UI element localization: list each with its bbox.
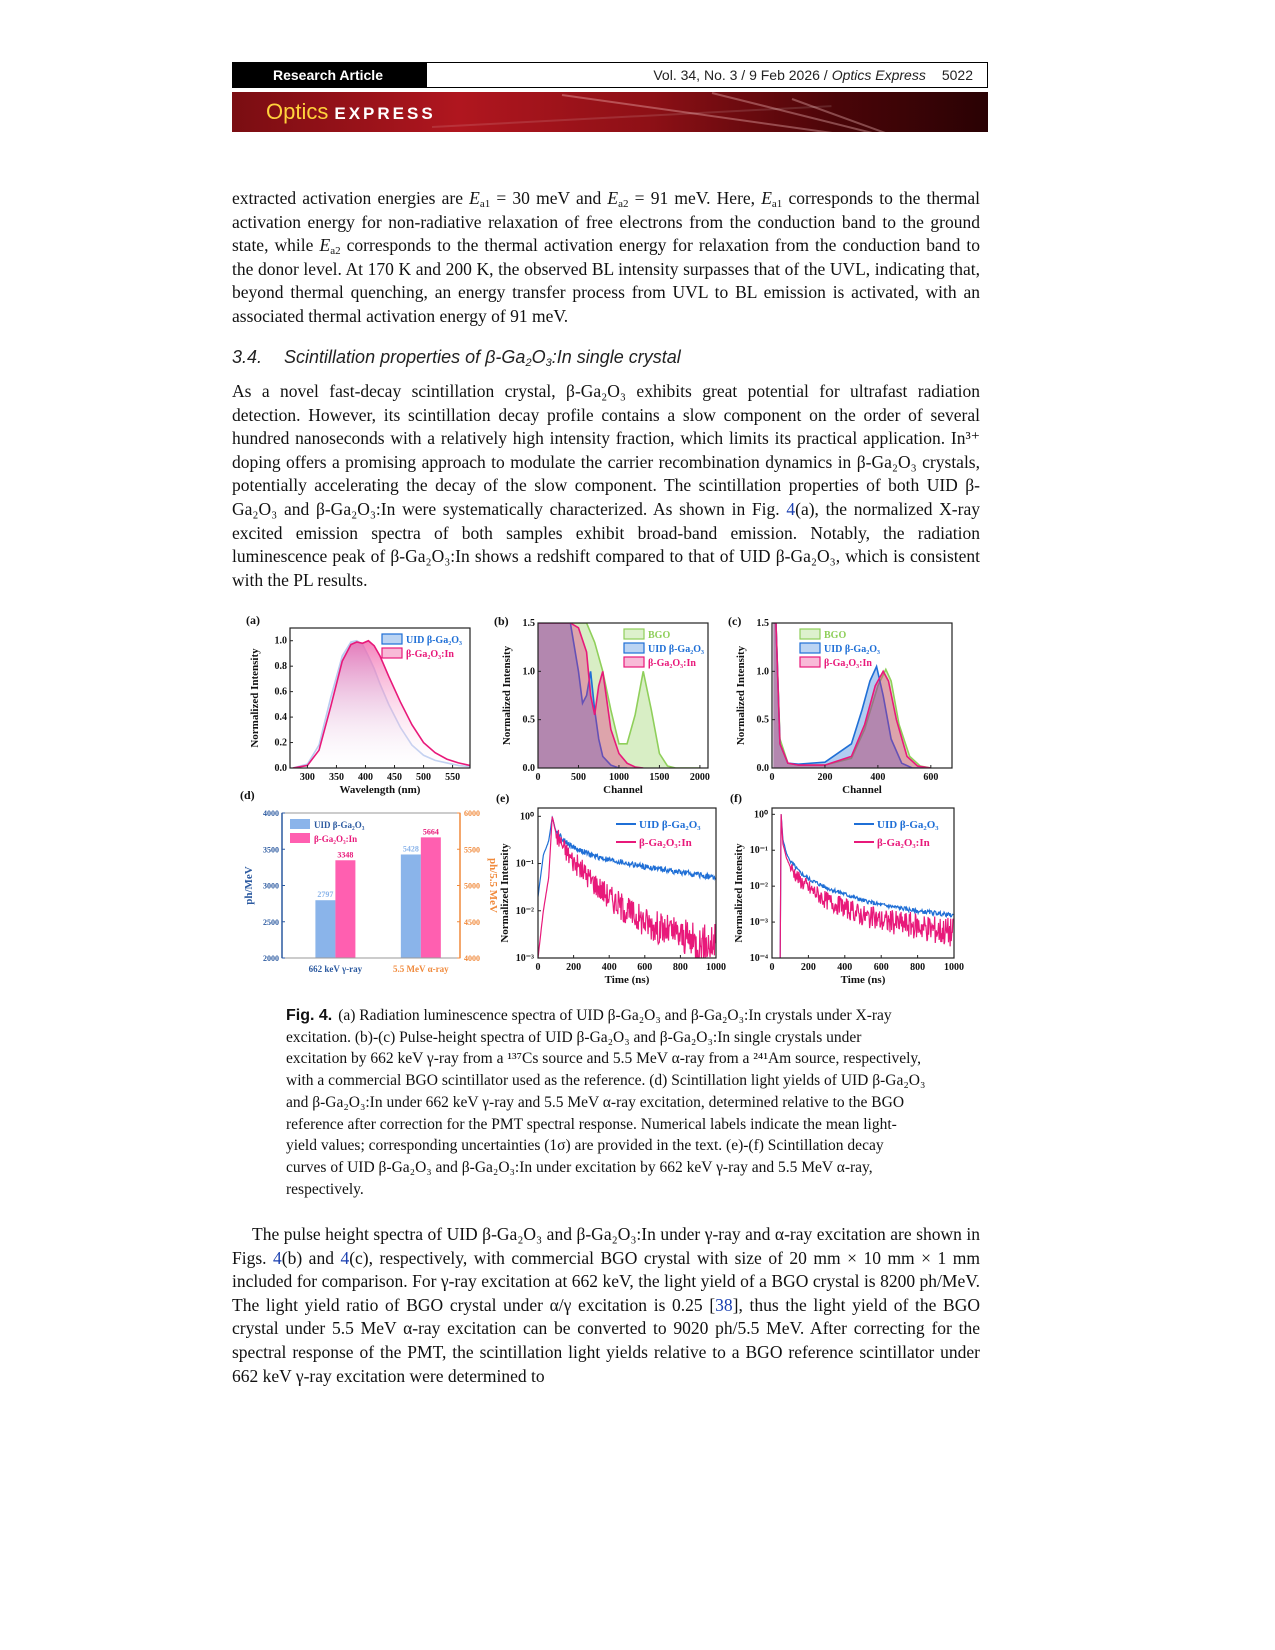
panel-b — [494, 614, 710, 796]
legend-entry: BGO — [824, 630, 847, 641]
y-tick-label: 0.2 — [274, 737, 287, 749]
panel-label: (e) — [496, 791, 510, 805]
citation: Vol. 34, No. 3 / 9 Feb 2026 / — [653, 67, 828, 83]
x-axis-label: Channel — [603, 784, 643, 796]
legend-swatch — [624, 657, 644, 667]
bar — [315, 900, 335, 958]
x-axis-label: Time (ns) — [604, 974, 650, 986]
y-axis-label: Normalized Intensity — [733, 843, 745, 943]
panel-label: (d) — [240, 788, 255, 802]
journal-banner — [232, 92, 988, 132]
y-tick-label: 10⁻¹ — [515, 858, 534, 870]
x-tick-label: 200 — [817, 772, 833, 783]
x-tick-label: 1000 — [608, 772, 629, 783]
article-type: Research Article — [233, 63, 427, 87]
panel-label: (a) — [246, 613, 260, 627]
legend-swatch — [382, 648, 402, 658]
panel-f — [730, 791, 964, 986]
journal-logo: Optics EXPRESS — [266, 99, 436, 124]
legend-swatch — [624, 629, 644, 639]
y-tick-label: 0.0 — [274, 763, 287, 774]
panel-label: (c) — [728, 614, 742, 628]
y-tick-label: 1.0 — [274, 635, 287, 647]
panel-d — [240, 788, 499, 974]
journal-name: Optics Express — [831, 67, 926, 83]
category-label: 662 keV γ-ray — [308, 964, 363, 974]
plot-area — [780, 814, 953, 958]
x-axis-label: Wavelength (nm) — [339, 784, 421, 796]
y-right-tick-label: 6000 — [464, 809, 480, 818]
y-tick-label: 1.0 — [522, 666, 535, 678]
y-tick-label: 0.5 — [522, 714, 535, 726]
y-axis-label: Normalized Intensity — [249, 648, 261, 748]
legend-entry: β-Ga₂O₃:In — [824, 658, 872, 669]
y-tick-label: 10⁻³ — [515, 953, 534, 964]
paragraph-activation-energy: extracted activation energies are $E_{a1} = 30$ meV and $E_{a2} = 91$ meV. Here, $E_{a1}$ corresponds to the thermal activation energy for non-radiative relaxation of free electrons from the conduction band to the ground state, while $E_{a2}$ corresponds to the thermal activation energy for relaxation from the conduction band to the donor level. At 170 K and 200 K, the observed BL intensity surpasses that of the UVL, indicating that, beyond thermal quenching, an energy transfer process from UVL to BL emission is activated, with an associated thermal activation energy of 91 meV. — [232, 188, 981, 326]
legend-swatch — [800, 657, 820, 667]
page-number: 5022 — [941, 67, 973, 83]
bar-value-label: 2797 — [317, 890, 334, 900]
y-tick-label: 10⁻² — [749, 881, 768, 893]
bar-value-label: 3348 — [337, 850, 354, 860]
x-tick-label: 300 — [299, 772, 315, 783]
legend-entry: UID β-Ga₂O₃ — [824, 644, 880, 655]
x-tick-label: 400 — [837, 962, 853, 973]
figure-link[interactable]: 4 — [786, 498, 796, 519]
y-tick-label: 4000 — [263, 809, 279, 818]
x-tick-label: 600 — [637, 962, 653, 973]
panel-e — [496, 791, 726, 986]
x-tick-label: 400 — [870, 772, 886, 783]
x-tick-label: 800 — [672, 962, 688, 973]
y-right-tick-label: 4500 — [464, 917, 480, 927]
y-tick-label: 10⁰ — [519, 811, 534, 823]
legend-entry: β-Ga₂O₃:In — [314, 834, 358, 844]
y-tick-label: 10⁻² — [515, 905, 534, 917]
x-tick-label: 400 — [357, 772, 373, 783]
panel-c — [728, 614, 952, 796]
y-tick-label: 10⁰ — [753, 809, 768, 821]
y-tick-label: 0.5 — [756, 714, 769, 726]
bar — [401, 854, 421, 958]
citation-line — [427, 63, 987, 87]
panel-label: (b) — [494, 614, 509, 628]
x-tick-label: 0 — [535, 772, 541, 783]
x-tick-label: 600 — [923, 772, 939, 783]
y-axis-label: Normalized Intensity — [735, 645, 747, 746]
legend-swatch — [382, 634, 402, 644]
x-tick-label: 350 — [328, 772, 344, 783]
legend-swatch — [290, 819, 310, 829]
y-tick-label: 2500 — [263, 917, 279, 927]
y-right-tick-label: 5500 — [464, 845, 480, 855]
x-tick-label: 500 — [416, 772, 432, 783]
y-axis-label-left: ph/MeV — [243, 866, 255, 905]
legend-entry: UID β-Ga₂O₃ — [877, 819, 939, 831]
category-label: 5.5 MeV α-ray — [393, 964, 449, 974]
x-tick-label: 1000 — [944, 962, 964, 973]
y-tick-label: 2000 — [263, 954, 279, 963]
figure-4-panels — [240, 608, 975, 993]
x-axis-label: Time (ns) — [840, 974, 886, 986]
legend-swatch — [290, 833, 310, 843]
y-tick-label: 10⁻¹ — [749, 845, 768, 857]
decay-curve-1 — [780, 814, 953, 958]
bar-value-label: 5664 — [422, 827, 439, 837]
x-tick-label: 500 — [570, 772, 586, 783]
y-tick-label: 10⁻⁴ — [749, 953, 768, 964]
x-tick-label: 0 — [535, 962, 541, 973]
y-axis-label-right: ph/5.5 MeV — [487, 858, 499, 913]
journal-header — [232, 62, 988, 88]
legend-entry: β-Ga₂O₃:In — [877, 837, 930, 849]
y-tick-label: 1.5 — [522, 618, 535, 629]
x-tick-label: 200 — [800, 962, 816, 973]
legend-swatch — [800, 629, 820, 639]
y-tick-label: 0.6 — [274, 686, 287, 698]
y-tick-label: 3500 — [263, 845, 279, 855]
legend-entry: UID β-Ga₂O₃ — [406, 635, 462, 646]
legend-swatch — [624, 643, 644, 653]
figure-link-4c[interactable]: 4 — [340, 1247, 350, 1268]
x-tick-label: 1500 — [649, 772, 670, 783]
y-tick-label: 0.4 — [274, 712, 287, 724]
figure-4 — [240, 608, 975, 993]
panel-a — [246, 613, 470, 796]
y-right-tick-label: 4000 — [464, 954, 480, 963]
y-tick-label: 10⁻³ — [749, 917, 768, 929]
bar — [421, 837, 441, 958]
figure-link-4b[interactable]: 4 — [273, 1247, 282, 1268]
y-tick-label: 1.5 — [756, 618, 769, 629]
x-tick-label: 1000 — [706, 962, 726, 973]
x-tick-label: 800 — [910, 962, 926, 973]
y-right-tick-label: 5000 — [464, 881, 480, 891]
legend-entry: β-Ga₂O₃:In — [639, 837, 692, 849]
x-tick-label: 450 — [387, 772, 403, 783]
x-tick-label: 0 — [769, 962, 775, 973]
x-tick-label: 0 — [769, 772, 775, 783]
y-tick-label: 3000 — [263, 881, 279, 891]
bar — [335, 860, 355, 958]
y-tick-label: 1.0 — [756, 666, 769, 678]
panel-label: (f) — [730, 791, 742, 805]
y-tick-label: 0.0 — [522, 763, 535, 774]
paragraph-scintillation-intro: As a novel fast-decay scintillation crystal, β-Ga₂O₃ exhibits great potential for ultrafast radiation detection. However, its scintillation decay profile contains a slow component on the order of several hundred nanoseconds with a relatively high intensity fraction, which limits its practical application. In³⁺ doping offers a promising approach to modulate the carrier recombination dynamics in β-Ga₂O₃ crystals, potentially accelerating the decay of the slow component. The scintillation properties of both UID β-Ga₂O₃ and β-Ga₂O₃:In were systematically characterized. As shown in Fig. 4(a), the normalized X-ray excited emission spectra of both samples exhibit broad-band emission. Notably, the radiation luminescence peak of β-Ga₂O₃:In shows a redshift compared to that of UID β-Ga₂O₃, which is consistent with the PL results. — [232, 381, 980, 590]
y-axis-label: Normalized Intensity — [499, 843, 511, 943]
x-tick-label: 400 — [601, 962, 617, 973]
y-tick-label: 0.0 — [756, 763, 769, 774]
x-tick-label: 2000 — [689, 772, 710, 783]
bar-value-label: 5428 — [402, 844, 419, 854]
reference-link-38[interactable]: 38 — [715, 1294, 733, 1315]
legend-entry: BGO — [648, 630, 671, 641]
section-heading: 3.4. Scintillation properties of $\beta-Ga_2O_3:In$ single crystal — [232, 347, 681, 369]
y-tick-label: 0.8 — [274, 661, 287, 673]
legend-entry: UID β-Ga₂O₃ — [314, 820, 365, 830]
x-axis-label: Channel — [842, 784, 882, 796]
legend-entry: β-Ga₂O₃:In — [648, 658, 696, 669]
legend-entry: UID β-Ga₂O₃ — [639, 819, 701, 831]
x-tick-label: 600 — [873, 962, 889, 973]
x-tick-label: 200 — [566, 962, 582, 973]
figure-caption: Fig. 4. (a) Radiation luminescence spectra of UID β-Ga₂O₃ and β-Ga₂O₃:In crystals under X-ray excitation. (b)-(c) Pulse-height spectra of UID β-Ga₂O₃ and β-Ga₂O₃:In single crystals under excitation by 662 keV γ-ray from a ¹³⁷Cs source and 5.5 MeV α-ray from a ²⁴¹Am source, respectively, with a commercial BGO scintillator used as the reference. (d) Scintillation light yields of UID β-Ga₂O₃ and β-Ga₂O₃:In under 662 keV γ-ray and 5.5 MeV α-ray excitation, determined relative to the BGO reference after correction for the PMT spectral response. Numerical labels indicate the mean light-yield values; corresponding uncertainties (1σ) are provided in the text. (e)-(f) Scintillation decay curves of UID β-Ga₂O₃ and β-Ga₂O₃:In under excitation by 662 keV γ-ray and 5.5 MeV α-ray, respectively. — [286, 1007, 926, 1198]
y-axis-label: Normalized Intensity — [501, 645, 513, 746]
x-tick-label: 550 — [445, 772, 461, 783]
paragraph-pulse-height: The pulse height spectra of UID β-Ga₂O₃ and β-Ga₂O₃:In under γ-ray and α-ray excitation are shown in Figs. 4(b) and 4(c), respectively, with commercial BGO crystal with size of 20 mm × 10 mm × 1 mm included for comparison. For γ-ray excitation at 662 keV, the light yield of a BGO crystal is 8200 ph/MeV. The light yield ratio of BGO crystal under α/γ excitation is 0.25 [38], thus the light yield of the BGO crystal under 5.5 MeV α-ray excitation can be converted to 9020 ph/5.5 MeV. After correcting for the spectral response of the PMT, the scintillation light yields relative to a BGO reference scintillator under 662 keV γ-ray excitation were determined to — [232, 1224, 980, 1386]
legend-entry: UID β-Ga₂O₃ — [648, 644, 704, 655]
legend-swatch — [800, 643, 820, 653]
legend-entry: β-Ga₂O₃:In — [406, 649, 454, 660]
